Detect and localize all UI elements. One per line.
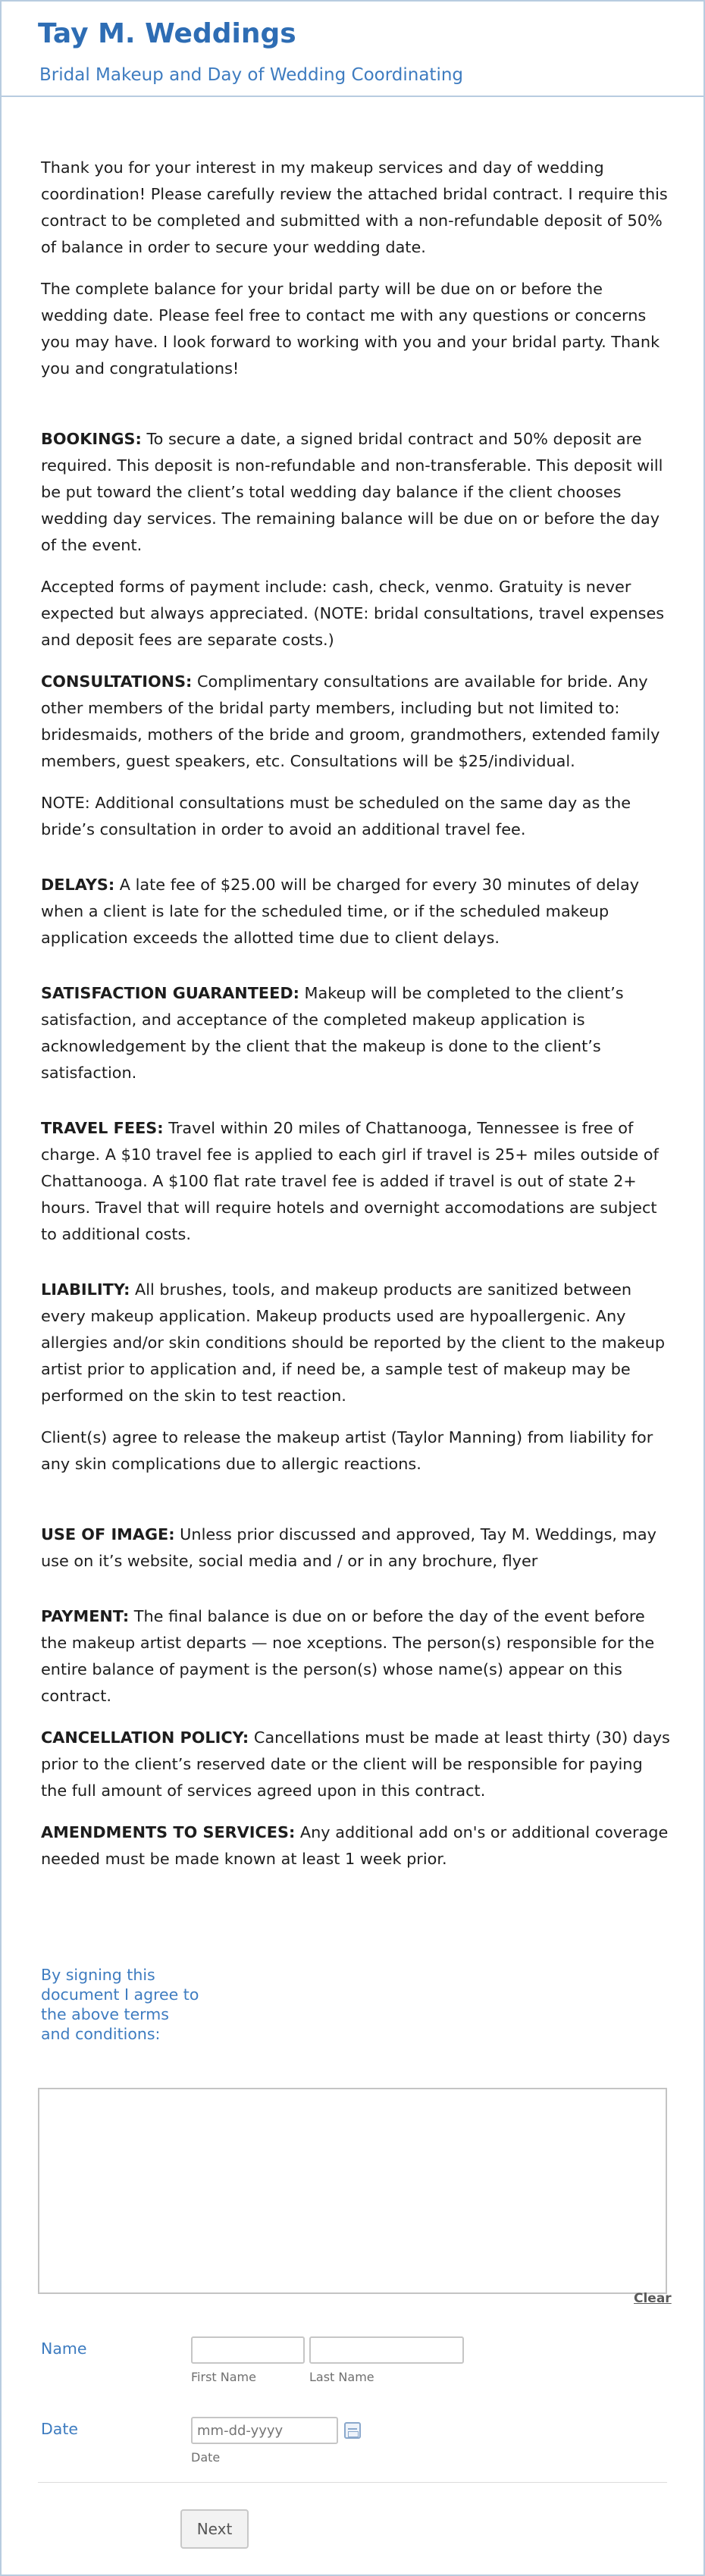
section-heading: LIABILITY: xyxy=(41,1280,130,1299)
date-label: Date xyxy=(41,2420,78,2438)
section-heading: AMENDMENTS TO SERVICES: xyxy=(41,1823,296,1841)
image-use-section xyxy=(41,1521,670,1575)
payment-section xyxy=(41,1603,670,1709)
liability-section xyxy=(41,1277,670,1409)
section-heading: BOOKINGS: xyxy=(41,430,142,448)
section-text: Cancellations must be made at least thirty (30) days prior to the client’s reserved date or the client will be responsible for paying the full amount of services agreed upon in this contract. xyxy=(41,1728,670,1800)
first-name-input[interactable] xyxy=(191,2336,305,2364)
intro-paragraph: Thank you for your interest in my makeup services and day of wedding coordination! Please carefully review the attached bridal contract. I require this contract to be completed and submitted with a non-refundable deposit of 50% of balance in order to secure your wedding date. xyxy=(41,158,668,256)
section-text: The final balance is due on or before the day of the event before the makeup artist departs — noe xceptions. The person(s) responsible for the entire balance of payment is the person(s) whose name(s) appear on this contract. xyxy=(41,1607,655,1705)
section-text: To secure a date, a signed bridal contract and 50% deposit are required. This deposit is non-refundable and non-transferable. This deposit will be put toward the client’s total wedding day balance if the client chooses wedding day services. The remaining balance will be due on or before the day of the event. xyxy=(41,430,663,554)
calendar-icon[interactable] xyxy=(344,2422,361,2439)
section-text: Complimentary consultations are available for bride. Any other members of the bridal party members, including but not limited to: bridesmaids, mothers of the bride and groom, grandmothers, extended family members, guest speakers, etc. Consultations will be $25/individual. xyxy=(41,672,660,770)
section-text: Any additional add on's or additional coverage needed must be made known at least 1 week prior. xyxy=(41,1823,669,1868)
divider xyxy=(38,2482,667,2483)
section-heading: TRAVEL FEES: xyxy=(41,1119,164,1137)
signature-pad[interactable] xyxy=(38,2088,667,2294)
signature-label: By signing this document I agree to the above terms and conditions: xyxy=(41,1966,199,2043)
name-label: Name xyxy=(41,2339,87,2358)
consultations-section xyxy=(41,669,670,775)
section-text: Travel within 20 miles of Chattanooga, Tennessee is free of charge. A $10 travel fee is applied to each girl if travel is 25+ miles outside of Chattanooga. A $100 flat rate travel fee is added if travel is out of state 2+ hours. Travel that will require hotels and overnight accomodations are subject to additional costs. xyxy=(41,1119,659,1243)
last-name-input[interactable] xyxy=(309,2336,464,2364)
section-heading: USE OF IMAGE: xyxy=(41,1525,175,1543)
section-heading: SATISFACTION GUARANTEED: xyxy=(41,984,299,1002)
bookings-section xyxy=(41,426,670,559)
section-text: A late fee of $25.00 will be charged for every 30 minutes of delay when a client is late for the scheduled time, or if the scheduled makeup application exceeds the allotted time due to client delays. xyxy=(41,876,640,947)
first-name-sublabel: First Name xyxy=(191,2370,256,2384)
form-header xyxy=(2,2,703,97)
section-heading: DELAYS: xyxy=(41,876,115,894)
section-heading: CANCELLATION POLICY: xyxy=(41,1728,249,1747)
last-name-sublabel: Last Name xyxy=(309,2370,374,2384)
satisfaction-section xyxy=(41,980,670,1086)
delays-section xyxy=(41,872,670,951)
section-text: All brushes, tools, and makeup products are sanitized between every makeup application. Makeup products used are hypoallergenic. Any allergies and/or skin conditions should be reported by the client to the makeup artist prior to application and, if need be, a sample test of makeup may be performed on the skin to test reaction. xyxy=(41,1280,666,1405)
section-heading: CONSULTATIONS: xyxy=(41,672,193,691)
cancellation-section xyxy=(41,1725,670,1804)
payment-forms-paragraph: Accepted forms of payment include: cash, check, venmo. Gratuity is never expected but always appreciated. (NOTE: bridal consultations, travel expenses and deposit fees are separate costs.) xyxy=(41,578,665,649)
consultations-note: NOTE: Additional consultations must be scheduled on the same day as the bride’s consultation in order to avoid an additional travel fee. xyxy=(41,794,631,838)
page-title: Tay M. Weddings xyxy=(38,18,296,49)
intro-paragraph: The complete balance for your bridal party will be due on or before the wedding date. Please feel free to contact me with any questions or concerns you may have. I look forward to working with you and your bridal party. Thank you and congratulations! xyxy=(41,280,660,378)
clear-signature-link[interactable]: Clear xyxy=(634,2291,672,2306)
section-text: Unless prior discussed and approved, Tay M. Weddings, may use on it’s website, social media and / or in any brochure, flyer xyxy=(41,1525,656,1570)
travel-section xyxy=(41,1115,670,1248)
liability-release: Client(s) agree to release the makeup artist (Taylor Manning) from liability for any skin complications due to allergic reactions. xyxy=(41,1428,653,1473)
date-sublabel: Date xyxy=(191,2450,221,2465)
section-heading: PAYMENT: xyxy=(41,1607,130,1625)
amendments-section xyxy=(41,1819,670,1872)
contract-text xyxy=(41,155,670,1888)
next-button[interactable]: Next xyxy=(180,2509,249,2549)
date-input[interactable] xyxy=(191,2417,338,2444)
page-subtitle: Bridal Makeup and Day of Wedding Coordinating xyxy=(39,65,464,85)
section-text: Makeup will be completed to the client’s satisfaction, and acceptance of the completed makeup application is acknowledgement by the client that the makeup is done to the client’s satisfaction. xyxy=(41,984,624,1082)
